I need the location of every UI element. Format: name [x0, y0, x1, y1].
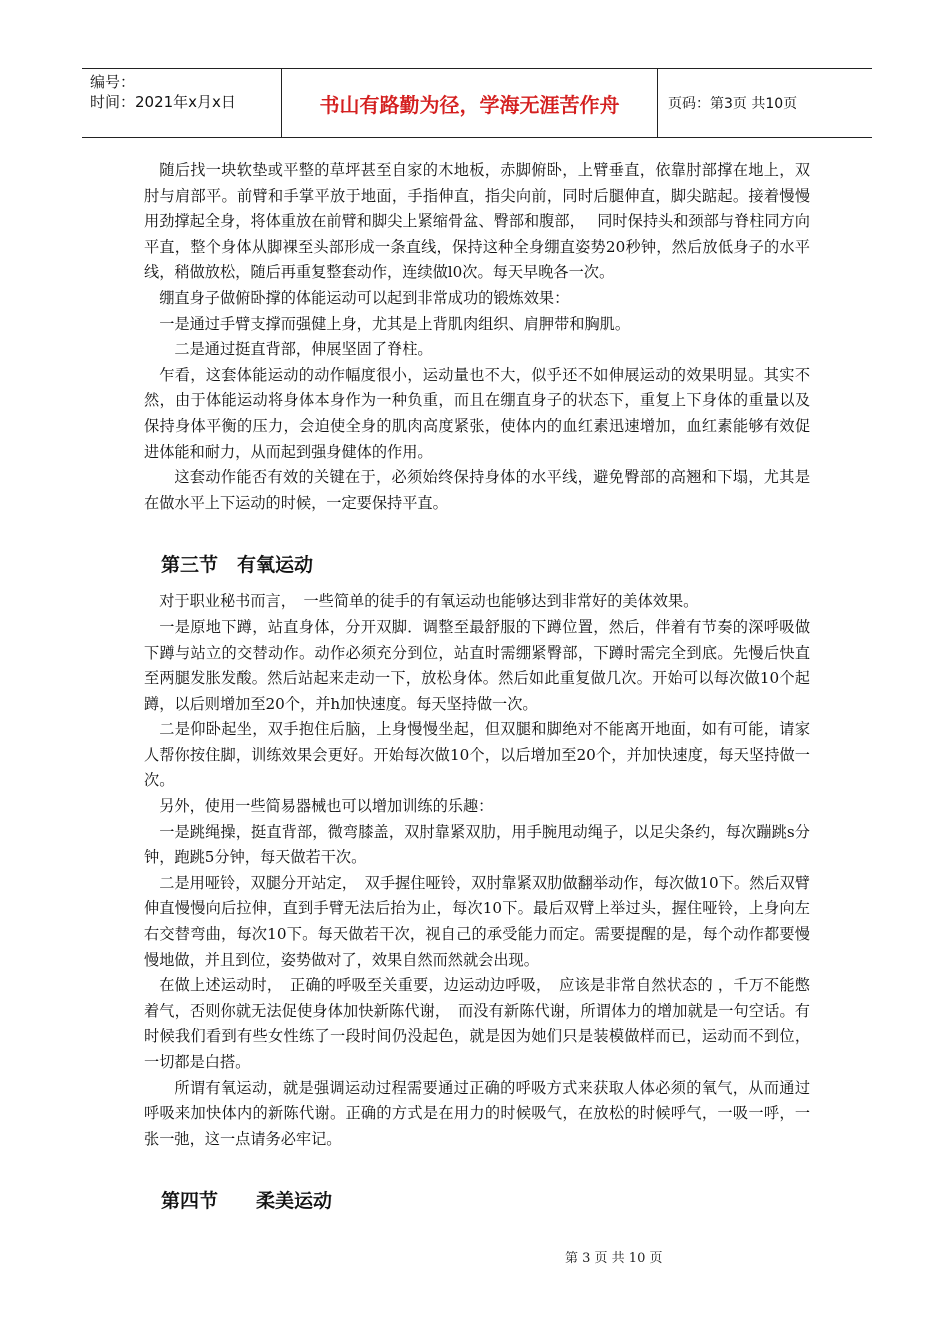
- paragraph: 二是通过挺直背部，伸展坚固了脊柱。: [174, 340, 433, 359]
- header-motto: 书山有路勤为径，学海无涯苦作舟: [282, 69, 658, 137]
- paragraph: 一是通过手臂支撑而强健上身，尤其是上背肌肉组织、肩胛带和胸肌。: [159, 314, 630, 333]
- section-heading-4: 第四节 柔美运动: [161, 1190, 333, 1213]
- page-header: [82, 68, 872, 138]
- paragraph: 二是仰卧起坐，双手抱住后脑，上身慢慢坐起，但双腿和脚绝对不能离开地面，如有可能，请家人帮你按住脚，训练效果会更好。开始每次做10个，以后增加至20个，并加快速度，每天坚持做一次。: [144, 720, 810, 790]
- paragraph: 一是原地下蹲，站直身体，分开双脚．调整至最舒服的下蹲位置，然后，伴着有节奏的深呼吸做下蹲与站立的交替动作。动作必须充分到位，站直时需绷紧臀部，下蹲时需完全到底。先慢后快直至两腿发胀发酸。然后站起来走动一下，放松身体。然后如此重复做几次。开始可以每次做10个起蹲，以后则增加至20个，并h加快速度。每天坚持做一次。: [144, 617, 810, 713]
- paragraph: 这套动作能否有效的关键在于，必须始终保持身体的水平线，避免臀部的高翘和下塌，尤其是在做水平上下运动的时候，一定要保持平直。: [144, 468, 810, 512]
- document-body: [144, 158, 810, 1213]
- section-heading-3: 第三节 有氧运动: [161, 554, 314, 577]
- paragraph: 对于职业秘书而言， 一些简单的徒手的有氧运动也能够达到非常好的美体效果。: [159, 592, 699, 611]
- paragraph: 在做上述运动时， 正确的呼吸至关重要，边运动边呼吸， 应该是非常自然状态的 ，千万不能憋着气，否则你就无法促使身体加快新陈代谢， 而没有新陈代谢，所谓体力的增加就是一句空话。有时候我们看到有些女性练了一段时间仍没起色，就是因为她们只是装模做样而已，运动而不到位，一切都是白搭。: [144, 976, 810, 1071]
- paragraph: 绷直身子做俯卧撑的体能运动可以起到非常成功的锻炼效果：: [159, 288, 570, 307]
- header-page-info: 页码：第3页 共10页: [668, 96, 798, 112]
- paragraph: 所谓有氧运动，就是强调运动过程需要通过正确的呼吸方式来获取人体必须的氧气，从而通过呼吸来加快体内的新陈代谢。正确的方式是在用力的时候吸气，在放松的时候呼气，一吸一呼，一张一弛，这一点请务必牢记。: [144, 1078, 810, 1148]
- page-footer: 第 3 页 共 10 页: [565, 1251, 663, 1266]
- paragraph: 二是用哑铃，双腿分开站定， 双手握住哑铃，双肘靠紧双肋做翻举动作，每次做10下。然后双臂伸直慢慢向后拉伸，直到手臂无法后抬为止，每次10下。最后双臂上举过头，握住哑铃，上身向左右交替弯曲，每次10下。每天做若干次，视自己的承受能力而定。需要提醒的是，每个动作都要慢慢地做，并且到位，姿势做对了，效果自然而然就会出现。: [144, 873, 810, 969]
- paragraph: 一是跳绳操，挺直背部，微弯膝盖，双肘靠紧双肋，用手腕甩动绳子，以足尖条约，每次蹦跳s分钟，跑跳5分钟，每天做若干次。: [144, 822, 810, 867]
- number-label: 编号：: [90, 73, 136, 91]
- paragraph: 乍看，这套体能运动的动作幅度很小，运动量也不大，似乎还不如伸展运动的效果明显。其实不然，由于体能运动将身体本身作为一种负重，而且在绷直身子的状态下，重复上下身体的重量以及保持身体平衡的压力，会迫使全身的肌肉高度紧张，使体内的血红素迅速增加，血红素能够有效促进体能和耐力，从而起到强身健体的作用。: [144, 365, 810, 461]
- header-meta: [82, 69, 282, 137]
- time-label: 时间：2021年x月x日: [90, 93, 236, 111]
- paragraph: 另外，使用一些简易器械也可以增加训练的乐趣：: [159, 797, 494, 816]
- paragraph: 随后找一块软垫或平整的草坪甚至自家的木地板，赤脚俯卧，上臂垂直，依靠肘部撑在地上，双肘与肩部平。前臂和手掌平放于地面，手指伸直，指尖向前，同时后腿伸直，脚尖踮起。接着慢慢用劲撑起全身，将体重放在前臂和脚尖上紧缩骨盆、臀部和腹部， 同时保持头和颈部与脊柱同方向平直，整个身体从脚裸至头部形成一条直线，保持这种全身绷直姿势20秒钟，然后放低身子的水平线，稍做放松，随后再重复整套动作，连续做l0次。每天早晚各一次。: [144, 161, 810, 282]
